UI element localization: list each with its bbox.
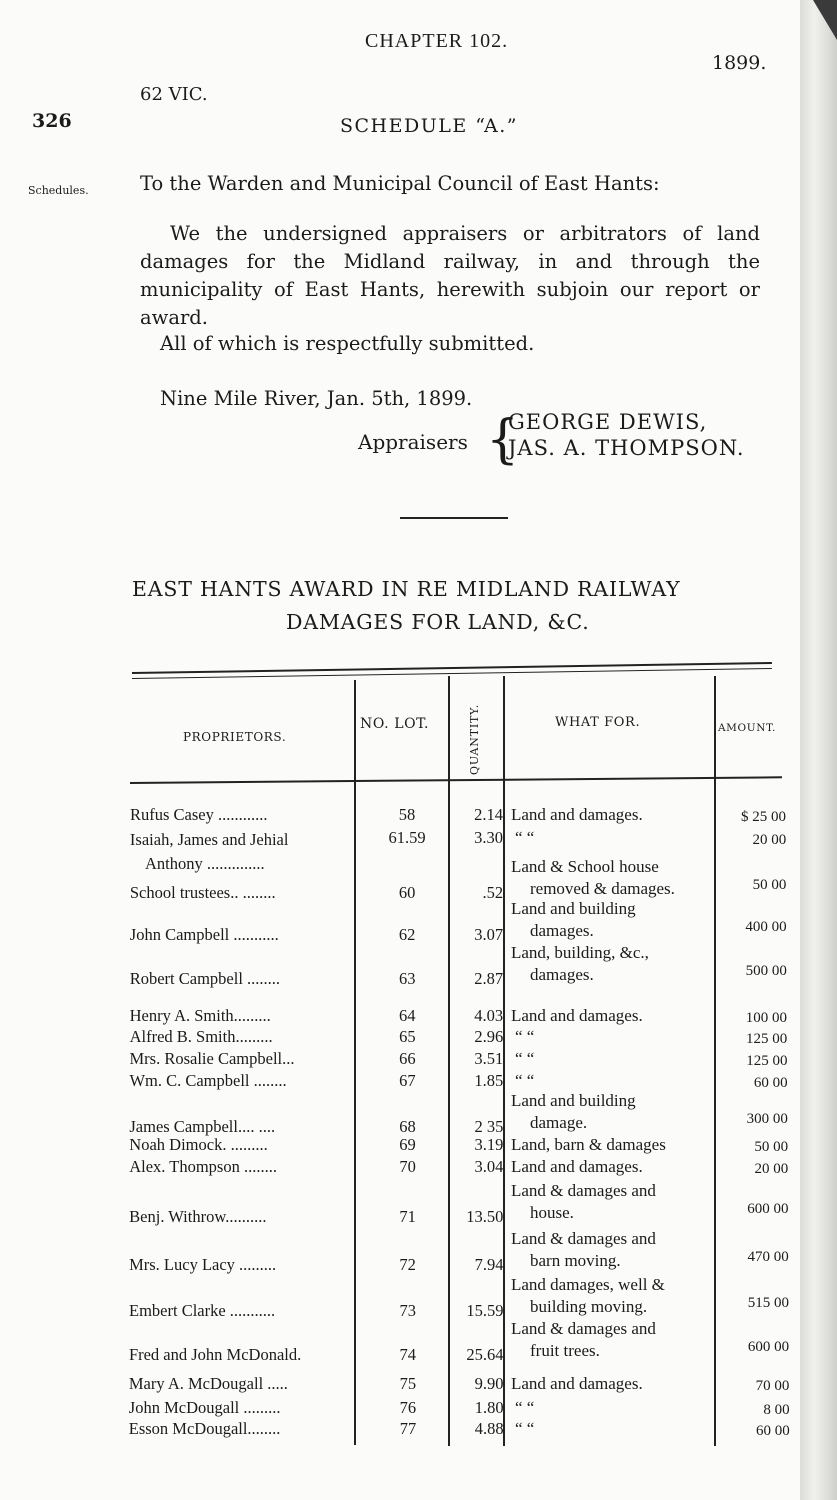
proprietor-cell: Fred and John McDonald. [128,1345,302,1364]
what-for-cell: fruit trees. [530,1341,600,1360]
lot-cell: 60 [398,883,416,902]
lot-cell: 74 [399,1345,417,1364]
quantity-cell: .52 [482,883,504,902]
column-header-quantity: QUANTITY. [468,703,481,775]
what-for-cell: Land and damages. [511,805,643,824]
lot-cell: 66 [399,1049,416,1068]
quantity-cell: 13.50 [466,1207,504,1226]
what-for-cell: Land damages, well & [511,1275,665,1294]
what-for-cell: Land, building, &c., [511,943,649,962]
amount-cell: 70 00 [755,1378,790,1394]
regnal-year: 62 VIC. [140,84,208,105]
column-divider [354,680,356,1445]
column-divider [448,676,450,1446]
proprietor-cell: Alex. Thompson ........ [129,1157,277,1176]
proprietor-cell: Benj. Withrow.......... [129,1207,267,1226]
quantity-cell: 3.19 [474,1135,504,1154]
what-for-cell: “ “ [515,1027,535,1046]
what-for-cell: “ “ [515,828,535,847]
lot-cell: 63 [398,969,416,988]
what-for-cell: Land & damages and [511,1319,656,1338]
proprietor-cell: School trustees.. ........ [129,883,276,902]
what-for-cell: Land & damages and [511,1229,656,1248]
lot-cell: 62 [398,925,416,944]
proprietor-cell: Robert Campbell ........ [129,969,281,988]
lot-cell: 73 [399,1301,416,1320]
what-for-cell: Land and damages. [511,1006,643,1025]
appraisers-label: Appraisers [358,430,468,454]
amount-cell: 50 00 [754,1139,789,1155]
award-subtitle: DAMAGES FOR LAND, &C. [286,610,590,634]
quantity-cell: 7.94 [474,1255,504,1274]
addressee-line: To the Warden and Municipal Council of East Hants: [140,172,660,195]
amount-cell: 125 00 [746,1053,788,1069]
page-number: 326 [32,110,72,132]
what-for-cell: Land and building [511,899,636,918]
quantity-cell: 15.59 [466,1301,504,1320]
what-for-cell: “ “ [515,1049,535,1068]
what-for-cell: Land, barn & damages [511,1135,666,1154]
lot-cell: 65 [399,1027,416,1046]
lot-cell: 58 [398,805,416,824]
quantity-cell: 2.96 [474,1027,504,1046]
proprietor-cell: Mrs. Rosalie Campbell... [129,1049,295,1068]
report-paragraph-text: We the undersigned appraisers or arbitrators of land damages for the Midland railway, in and through the municipality of East Hants, herewith subjoin our report or award. [140,222,760,329]
column-header-what-for: WHAT FOR. [555,715,641,730]
what-for-cell: damages. [530,965,594,984]
lot-cell: 61.59 [388,828,426,847]
appraiser-name: JAS. A. THOMPSON. [508,436,745,460]
quantity-cell: 9.90 [474,1374,504,1393]
amount-cell: 600 00 [747,1339,790,1355]
quantity-cell: 3.04 [474,1157,504,1176]
what-for-cell: Land & School house [511,857,659,876]
proprietor-cell: Henry A. Smith......... [129,1006,271,1025]
quantity-cell: 2.14 [474,805,503,824]
what-for-cell: “ “ [515,1419,535,1438]
report-paragraph [140,220,760,332]
proprietor-cell: Esson McDougall........ [128,1419,281,1438]
amount-cell: 20 00 [754,1161,789,1177]
appraisers-brace: { [486,410,520,470]
amount-cell: 60 00 [756,1423,790,1439]
lot-cell: 70 [399,1157,416,1176]
amount-cell: $ 25 00 [741,809,786,825]
what-for-cell: Land and damages. [511,1157,643,1176]
proprietor-cell: Mary A. McDougall ..... [128,1374,288,1393]
award-title-text: EAST HANTS AWARD IN RE MIDLAND RAILWAY [132,577,681,601]
proprietor-cell: John McDougall ......... [128,1398,281,1417]
amount-cell: 100 00 [745,1010,788,1026]
what-for-cell: barn moving. [530,1251,621,1270]
quantity-cell: 1.85 [474,1071,504,1090]
year-heading: 1899. [712,52,767,74]
dateline: Nine Mile River, Jan. 5th, 1899. [160,387,473,410]
lot-cell: 64 [399,1006,416,1025]
lot-cell: 69 [399,1135,416,1154]
what-for-cell: damages. [530,921,594,940]
what-for-cell: building moving. [530,1297,648,1316]
amount-cell: 8 00 [763,1402,790,1418]
proprietor-cell: Mrs. Lucy Lacy ......... [129,1255,277,1274]
column-divider [503,676,505,1446]
proprietor-cell: Alfred B. Smith......... [129,1027,273,1046]
amount-cell: 125 00 [746,1031,788,1047]
amount-cell: 60 00 [753,1075,788,1091]
amount-cell: 300 00 [746,1111,788,1127]
lot-cell: 76 [399,1398,417,1417]
column-header-proprietors: PROPRIETORS. [183,730,287,744]
column-header-amount: AMOUNT. [718,722,776,734]
proprietor-cell: James Campbell.... .... [129,1117,276,1136]
amount-cell: 470 00 [747,1249,789,1265]
what-for-cell: damage. [530,1113,588,1132]
award-title [132,577,681,601]
margin-note: Schedules. [28,184,89,197]
amount-cell: 500 00 [745,963,787,979]
lot-cell: 67 [399,1071,416,1090]
chapter-heading: CHAPTER 102. [365,30,509,52]
amount-cell: 515 00 [747,1295,789,1311]
proprietor-cell: Rufus Casey ............ [130,805,268,824]
appraiser-name: GEORGE DEWIS, [508,410,708,434]
quantity-cell: 2 35 [474,1117,504,1136]
lot-cell: 75 [399,1374,417,1393]
amount-cell: 400 00 [745,919,787,935]
amount-cell: 600 00 [747,1201,789,1217]
quantity-cell: 3.51 [474,1049,504,1068]
quantity-cell: 2.87 [474,969,504,988]
proprietor-cell: Embert Clarke ........... [129,1301,276,1320]
what-for-cell: Land & damages and [511,1181,656,1200]
what-for-cell: Land and building [511,1091,636,1110]
quantity-cell: 4.88 [474,1419,504,1438]
column-header-lot: NO. LOT. [360,716,430,732]
what-for-cell: removed & damages. [530,879,675,898]
lot-cell: 71 [399,1207,416,1226]
quantity-cell: 25.64 [466,1345,504,1364]
schedule-title: SCHEDULE “A.” [340,115,519,137]
proprietor-cell: John Campbell ........... [129,925,279,944]
what-for-cell: Land and damages. [511,1374,643,1393]
lot-cell: 72 [399,1255,416,1274]
what-for-cell: house. [530,1203,574,1222]
quantity-cell: 1.80 [474,1398,504,1417]
amount-cell: 50 00 [752,877,787,893]
lot-cell: 77 [399,1419,417,1438]
proprietor-cell: Anthony .............. [145,854,265,873]
quantity-cell: 3.07 [474,925,504,944]
amount-cell: 20 00 [752,832,787,848]
quantity-cell: 4.03 [474,1006,504,1025]
closing-line: All of which is respectfully submitted. [160,332,535,355]
page-edge [800,0,837,1500]
what-for-cell: “ “ [515,1398,535,1417]
lot-cell: 68 [399,1117,416,1136]
proprietor-cell: Wm. C. Campbell ........ [129,1071,287,1090]
proprietor-cell: Noah Dimock. ......... [129,1135,268,1154]
proprietor-cell: Isaiah, James and Jehial [129,830,289,849]
quantity-cell: 3.30 [474,828,504,847]
section-divider [400,517,508,519]
what-for-cell: “ “ [515,1071,535,1090]
